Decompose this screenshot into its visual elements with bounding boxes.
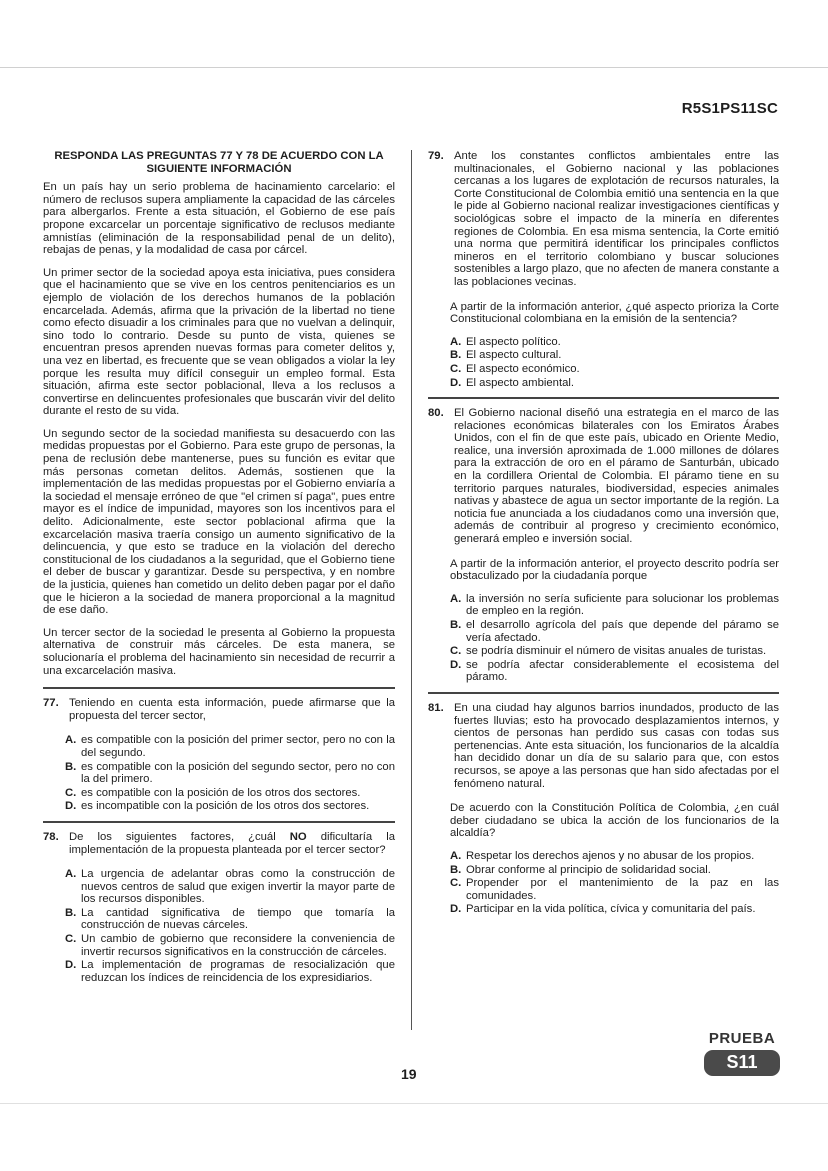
option-b[interactable]: B. Obrar conforme al principio de solidaridad social. (450, 863, 711, 876)
context-paragraph: Un tercer sector de la sociedad le presenta al Gobierno la propuesta alternativa de construir más cárceles. De esta manera, se solucionaría el problema del hacinamiento sin necesidad de recurrir a una excarcelación masiva. (43, 626, 395, 677)
option-d[interactable]: D. Participar en la vida política, cívica y comunitaria del país. (450, 903, 756, 916)
page-bottom-rule (0, 1103, 828, 1104)
question-number: 78. (43, 830, 59, 843)
question-number: 79. (428, 150, 444, 162)
option-a[interactable]: A. El aspecto político. (450, 335, 561, 348)
option-c[interactable]: C. se podría disminuir el número de visitas anuales de turistas. (450, 645, 767, 658)
option-b[interactable]: B. el desarrollo agrícola del país que depende del páramo se vería afectado. (450, 619, 779, 644)
badge-code: S11 (704, 1050, 780, 1076)
exam-code: R5S1PS11SC (681, 100, 778, 117)
option-a[interactable]: A. Respetar los derechos ajenos y no abusar de los propios. (450, 849, 755, 862)
question-context: Ante los constantes conflictos ambientales entre las multinacionales, el Gobierno nacional y las poblaciones cercanas a los lugares de explotación de recursos naturales, la Corte Constitucional de Colombia emitió una sentencia en la que le pide al Gobierno nacional realizar investigaciones científicas y sociológicas sobre el impacto de la minería en diferentes regiones de Colombia. En esa misma sentencia, la Corte emitió una norma que permitirá identificar los principales conflictos mineros en el territorio colombiano y buscar soluciones sostenibles a largo plazo, que no afecten de manera constante a las poblaciones vecinas. (454, 150, 779, 288)
question-80 (428, 407, 779, 546)
option-b[interactable]: B. es compatible con la posición del segundo sector, pero no con la del primero. (65, 760, 395, 786)
question-context: En una ciudad hay algunos barrios inundados, producto de las fuertes lluvias; esto ha provocado desplazamientos internos, y cientos de personas han perdido sus casas con todas sus pertenencias. Ante esta situación, los funcionarios de la alcaldía han decidido donar un día de su salario para que, con estos recursos, se apoye a las personas que han sido afectadas por el fenómeno natural. (454, 701, 779, 790)
column-divider (411, 150, 412, 1030)
page-top-rule (0, 67, 828, 68)
question-stem: A partir de la información anterior, ¿qué aspecto prioriza la Corte Constitucional colombiana en la emisión de la sentencia? (450, 300, 779, 326)
question-79-options (450, 336, 779, 389)
question-separator (428, 397, 779, 399)
option-d[interactable]: D. se podría afectar considerablemente el ecosistema del páramo. (450, 658, 779, 684)
section-heading: RESPONDA LAS PREGUNTAS 77 Y 78 DE ACUERDO CON LA SIGUIENTE INFORMACIÓN (54, 150, 384, 175)
left-column (43, 150, 395, 992)
option-d[interactable]: D. es incompatible con la posición de los otros dos sectores. (65, 800, 370, 813)
question-number: 80. (428, 407, 444, 420)
context-paragraph: En un país hay un serio problema de hacinamiento carcelario: el número de reclusos supera ampliamente la capacidad de las cárceles para albergarlos. Frente a esta situación, el Gobierno de ese país propone excarcelar un porcentaje significativo de reclusos mediante amnistías (eliminación de la responsabilidad penal de un delito), rebajas de penas, y la modalidad de casa por cárcel. (43, 181, 395, 257)
option-c[interactable]: C. El aspecto económico. (450, 362, 580, 375)
question-separator (43, 821, 395, 823)
page-number: 19 (401, 1066, 417, 1082)
question-78-options (65, 868, 395, 984)
context-paragraph: Un segundo sector de la sociedad manifiesta su desacuerdo con las medidas propuestas por el Gobierno. Para este grupo de personas, la pena de reclusión debe mantenerse, pues su función es evitar que más personas cometan delitos. Además, sostienen que la implementación de las medidas propuestas por el Gobierno enviaría a la sociedad el mensaje erróneo de que "el crimen sí paga", pues entre mayor es el índice de impunidad, mayores son los incentivos para el delito. Adicionalmente, este sector poblacional afirma que la excarcelación masiva traería consigo un aumento significativo de la delincuencia, y que esto se traduce en la violación del derecho constitucional de los ciudadanos a la seguridad, que el Gobierno tiene el deber de buscar y garantizar. Desde su perspectiva, y en nombre de la justicia, quienes han cometido un delito deben pagar por el daño que le hicieron a la sociedad de manera proporcional a la magnitud de ese daño. (43, 427, 395, 617)
option-b[interactable]: B. El aspecto cultural. (450, 349, 562, 362)
question-stem: De los siguientes factores, ¿cuál NO dificultaría la implementación de la propuesta planteada por el tercer sector? (69, 830, 395, 856)
question-stem: Teniendo en cuenta esta información, puede afirmarse que la propuesta del tercer sector, (69, 697, 395, 722)
option-a[interactable]: A. La urgencia de adelantar obras como la construcción de nuevos centros de salud que exigen invertir la mayor parte de los recursos disponibles. (65, 868, 395, 906)
option-a[interactable]: A. la inversión no sería suficiente para solucionar los problemas de empleo en la región. (450, 592, 779, 618)
question-80-options (450, 593, 779, 684)
option-a[interactable]: A. es compatible con la posición del primer sector, pero no con la del segundo. (65, 734, 395, 759)
badge-label: PRUEBA (708, 1030, 776, 1047)
question-78 (43, 831, 395, 856)
question-number: 81. (428, 701, 444, 714)
question-number: 77. (43, 697, 59, 710)
question-separator (43, 687, 395, 689)
question-81 (428, 702, 779, 790)
test-badge (704, 1030, 780, 1076)
emphasis-no: NO (289, 830, 307, 843)
question-79 (428, 150, 779, 289)
option-d[interactable]: D. La implementación de programas de resocialización que reduzcan los índices de reincidencia de los expresidiarios. (65, 959, 395, 984)
option-c[interactable]: C. Un cambio de gobierno que reconsidere la conveniencia de invertir recursos significativos en la construcción de cárceles. (65, 933, 395, 958)
question-context: El Gobierno nacional diseñó una estrategia en el marco de las relaciones económicas bilaterales con los Emiratos Árabes Unidos, con el fin de que este país, ubicado en Oriente Medio, realice, una inversión aproximada de 1.000 millones de dólares para la extracción de oro en el páramo de Santurbán, ubicado en la cordillera Oriental de Colombia. El páramo tiene en su territorio parques naturales, biodiversidad, especies animales nativas y abastece de agua un sector importante de la región. La noticia fue anunciada a los ciudadanos como una inversión que, además de contribuir al progreso y crecimiento económico, generará empleo e inversión social. (454, 407, 779, 546)
question-separator (428, 692, 779, 694)
context-paragraph: Un primer sector de la sociedad apoya esta iniciativa, pues considera que el hacinamiento que se vive en los centros penitenciarios es un ejemplo de violación de los derechos humanos de la población encarcelada. Además, afirma que la privación de la libertad no tiene como efecto disuadir a los criminales para que no vuelvan a delinquir, sino todo lo contrario. Desde su punto de vista, quienes se encuentran presos aprenden nuevas formas para cometer delitos y, una vez en libertad, es frecuente que se vean obligados a violar la ley porque les resulta muy difícil conseguir un empleo formal. Esta situación, afirma este sector poblacional, lleva a los reclusos a convertirse en delincuentes profesionales que buscarán vivir del delito durante el resto de su vida. (43, 266, 395, 418)
option-c[interactable]: C. es compatible con la posición de los otros dos sectores. (65, 786, 361, 799)
option-c[interactable]: C. Propender por el mantenimiento de la paz en las comunidades. (450, 877, 779, 902)
right-column (428, 150, 779, 924)
question-stem: De acuerdo con la Constitución Política de Colombia, ¿en cuál deber ciudadano se ubica la acción de los funcionarios de la alcaldía? (450, 802, 779, 840)
option-d[interactable]: D. El aspecto ambiental. (450, 376, 575, 389)
question-77-options (65, 734, 395, 813)
option-b[interactable]: B. La cantidad significativa de tiempo que tomaría la construcción de nuevas cárceles. (65, 906, 395, 932)
question-stem: A partir de la información anterior, el proyecto descrito podría ser obstaculizado por la ciudadanía porque (450, 557, 779, 583)
question-81-options (450, 850, 779, 916)
question-77 (43, 697, 395, 722)
